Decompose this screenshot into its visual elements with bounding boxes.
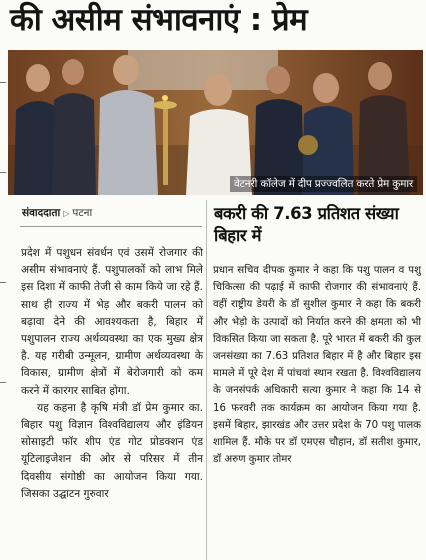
photo-caption: वेटनरी कॉलेज में दीप प्रज्ज्वलित करते प्रेम कुमार [230,176,417,192]
byline-separator-icon: ▷ [63,209,70,218]
article-column-right [213,262,421,468]
subheading: बकरी की 7.63 प्रतिशत संख्या बिहार में [214,204,399,245]
article-paragraph: प्रदेश में पशुधन संवर्धन एवं उसमें रोजगार की असीम संभावनाएं हैं. पशुपालकों को लाभ मिले इस दिशा में काफी तेजी से काम किये जा रहे हैं. साथ ही राज्य में भेड़ और बकरी पालन को बढ़ावा देने की आवश्यकता है, बिहार में पशुपालन राज्य अर्थव्यवस्था का एक मुख्य क्षेत्र है. यह गरीबी उन्मूलन, ग्रामीण अर्थव्यवस्था के विकास, ग्रामीण क्षेत्रों में बेरोजगारी को कम करने में कारगर साबित होगा. [21,247,203,397]
adjacent-column-edge [0,52,6,560]
article-paragraph: यह कहना है कृषि मंत्री डॉ प्रेम कुमार का. बिहार पशु विज्ञान विश्वविद्यालय और इंडियन सोसाइटी फॉर शीप एंड गोट प्रोडक्शन एंड यूटिलाइजेशन की ओर से परिसर में तीन दिवसीय संगोष्ठी का आयोजन किया गया. जिसका उद्घाटन गुरुवार [21,401,203,500]
byline-divider [20,226,202,227]
event-photo-illustration [8,50,423,195]
article-column-left [21,245,203,503]
article-paragraph: प्रधान सचिव दीपक कुमार ने कहा कि पशु पालन व पशु चिकित्सा की पढ़ाई में काफी रोजगार की संभावनाएं हैं. वहीं राष्ट्रीय डेयरी के डॉ सुशील कुमार ने कहा कि बकरी और भेड़ो के उत्पादों को निर्यात करने की क्षमता को भी विकसित किया जा सकता है. पूरे भारत में बकरी की कुल जनसंख्या का 7.63 प्रतिशत बिहार में है और बिहार इस मामले में पूरे देश में पांचवां स्थान रखता है. विश्वविद्यालय के जनसंपर्क अधिकारी सत्या कुमार ने कहा कि 14 से 16 फरवरी तक कार्यक्रम का आयोजन किया गया है. इसमें बिहार, झारखंड और उत्तर प्रदेश के 70 पशु पालक शामिल हैं. मौके पर डॉ एमएस चौहान, डॉ सतीश कुमार, डॉ अरुण कुमार तोमर [213,265,421,466]
column-divider [206,200,207,560]
byline [22,206,92,220]
byline-reporter: संवाददाता [22,207,61,219]
headline: की असीम संभावनाएं : प्रेम [10,2,308,38]
byline-place: पटना [72,207,93,219]
news-photo [8,50,423,195]
